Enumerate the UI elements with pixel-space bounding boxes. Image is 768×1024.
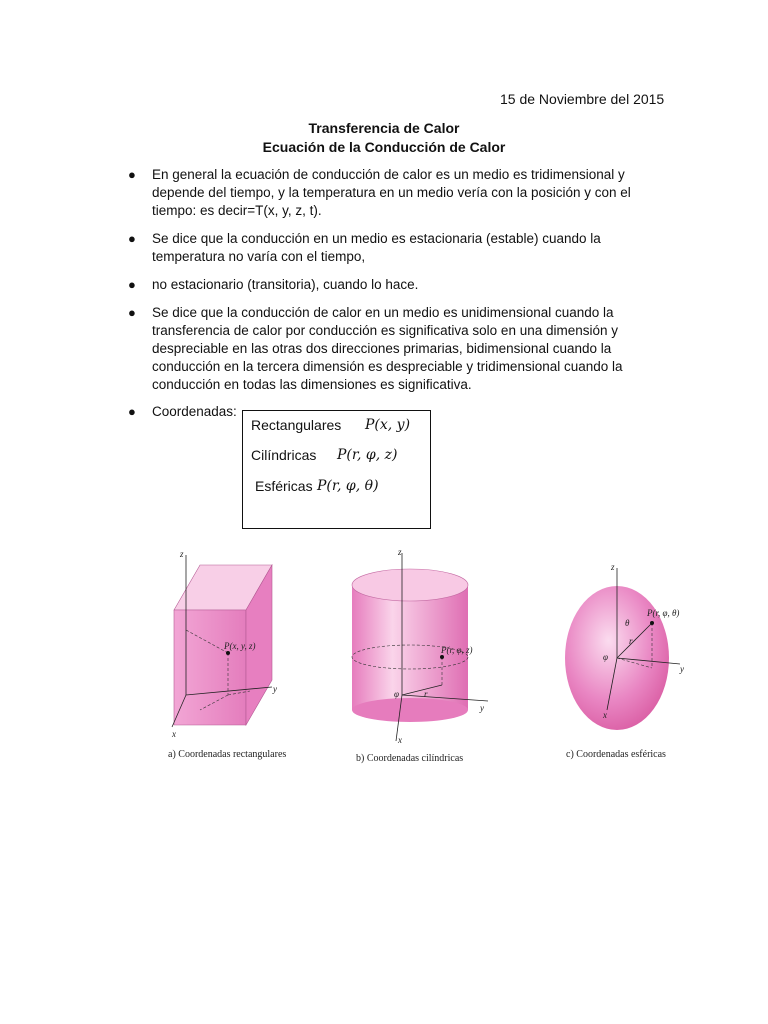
spherical-coordinates-figure	[555, 548, 705, 738]
coord-formula: P(x, y)	[365, 417, 411, 433]
bullet-icon: ●	[128, 277, 136, 292]
axis-label-x: x	[603, 710, 607, 720]
axis-label-z: z	[611, 562, 615, 572]
bullet-icon: ●	[128, 404, 136, 419]
axis-label-phi: φ	[394, 689, 399, 699]
point-label: P(r, φ, θ)	[647, 608, 680, 618]
coordinates-box	[242, 410, 431, 529]
document-title: Transferencia de Calor	[308, 120, 460, 136]
bullet-text: no estacionario (transitoria), cuando lo hace.	[152, 277, 419, 292]
axis-label-y: y	[273, 684, 277, 694]
axis-label-x: x	[398, 735, 402, 745]
axis-label-z: z	[398, 547, 402, 557]
coord-row-rectangular	[251, 417, 411, 433]
axis-label-r: r	[424, 689, 428, 699]
axis-label-y: y	[680, 664, 684, 674]
bullet-item	[125, 276, 655, 294]
figure-caption-c: c) Coordenadas esféricas	[566, 749, 666, 760]
bullet-item	[125, 304, 655, 394]
bullet-list	[125, 166, 655, 421]
coord-row-cylindrical	[251, 447, 398, 463]
point-label: P(r, φ, z)	[441, 645, 473, 655]
bullet-text: Se dice que la conducción en un medio es estacionaria (estable) cuando la temperatura no varía con el tiempo,	[152, 231, 601, 264]
axis-label-y: y	[480, 703, 484, 713]
bullet-text: Se dice que la conducción de calor en un medio es unidimensional cuando la transferencia de calor por conducción es significativa solo en una dimensión y despreciable en las otras dos direcciones primarias, bidimensional cuando la conducción en la tercera dimensión es despreciable y tridimensional cuando la conducción en todas las dimensiones es significativa.	[152, 305, 623, 392]
axis-label-x: x	[172, 729, 176, 739]
axis-label-theta: θ	[625, 618, 630, 628]
bullet-text: En general la ecuación de conducción de calor es un medio es tridimensional y depende del tiempo, y la temperatura en un medio vería con la posición y con el tiempo: es decir=T(x, y, z, t).	[152, 167, 631, 218]
cylindrical-coordinates-figure	[340, 545, 500, 745]
bullet-icon: ●	[128, 231, 136, 246]
bullet-item	[125, 230, 655, 266]
axis-label-z: z	[180, 549, 184, 559]
bullet-icon: ●	[128, 167, 136, 182]
coord-label: Esféricas	[255, 478, 313, 494]
coord-formula: P(r, φ, z)	[337, 447, 398, 463]
bullet-icon: ●	[128, 305, 136, 320]
bullet-text: Coordenadas:	[152, 404, 237, 419]
bullet-item	[125, 166, 655, 220]
coord-label: Rectangulares	[251, 417, 342, 433]
axis-label-r: r	[629, 636, 633, 646]
axis-label-phi: φ	[603, 652, 608, 662]
coord-label: Cilíndricas	[251, 447, 317, 463]
date: 15 de Noviembre del 2015	[500, 91, 665, 107]
coord-formula: P(r, φ, θ)	[317, 478, 379, 494]
rectangular-coordinates-figure	[160, 545, 290, 745]
figure-caption-b: b) Coordenadas cilíndricas	[356, 753, 464, 764]
coord-row-spherical	[255, 478, 379, 494]
document-subtitle: Ecuación de la Conducción de Calor	[262, 139, 506, 155]
figure-caption-a: a) Coordenadas rectangulares	[168, 749, 287, 760]
point-label: P(x, y, z)	[224, 641, 256, 651]
